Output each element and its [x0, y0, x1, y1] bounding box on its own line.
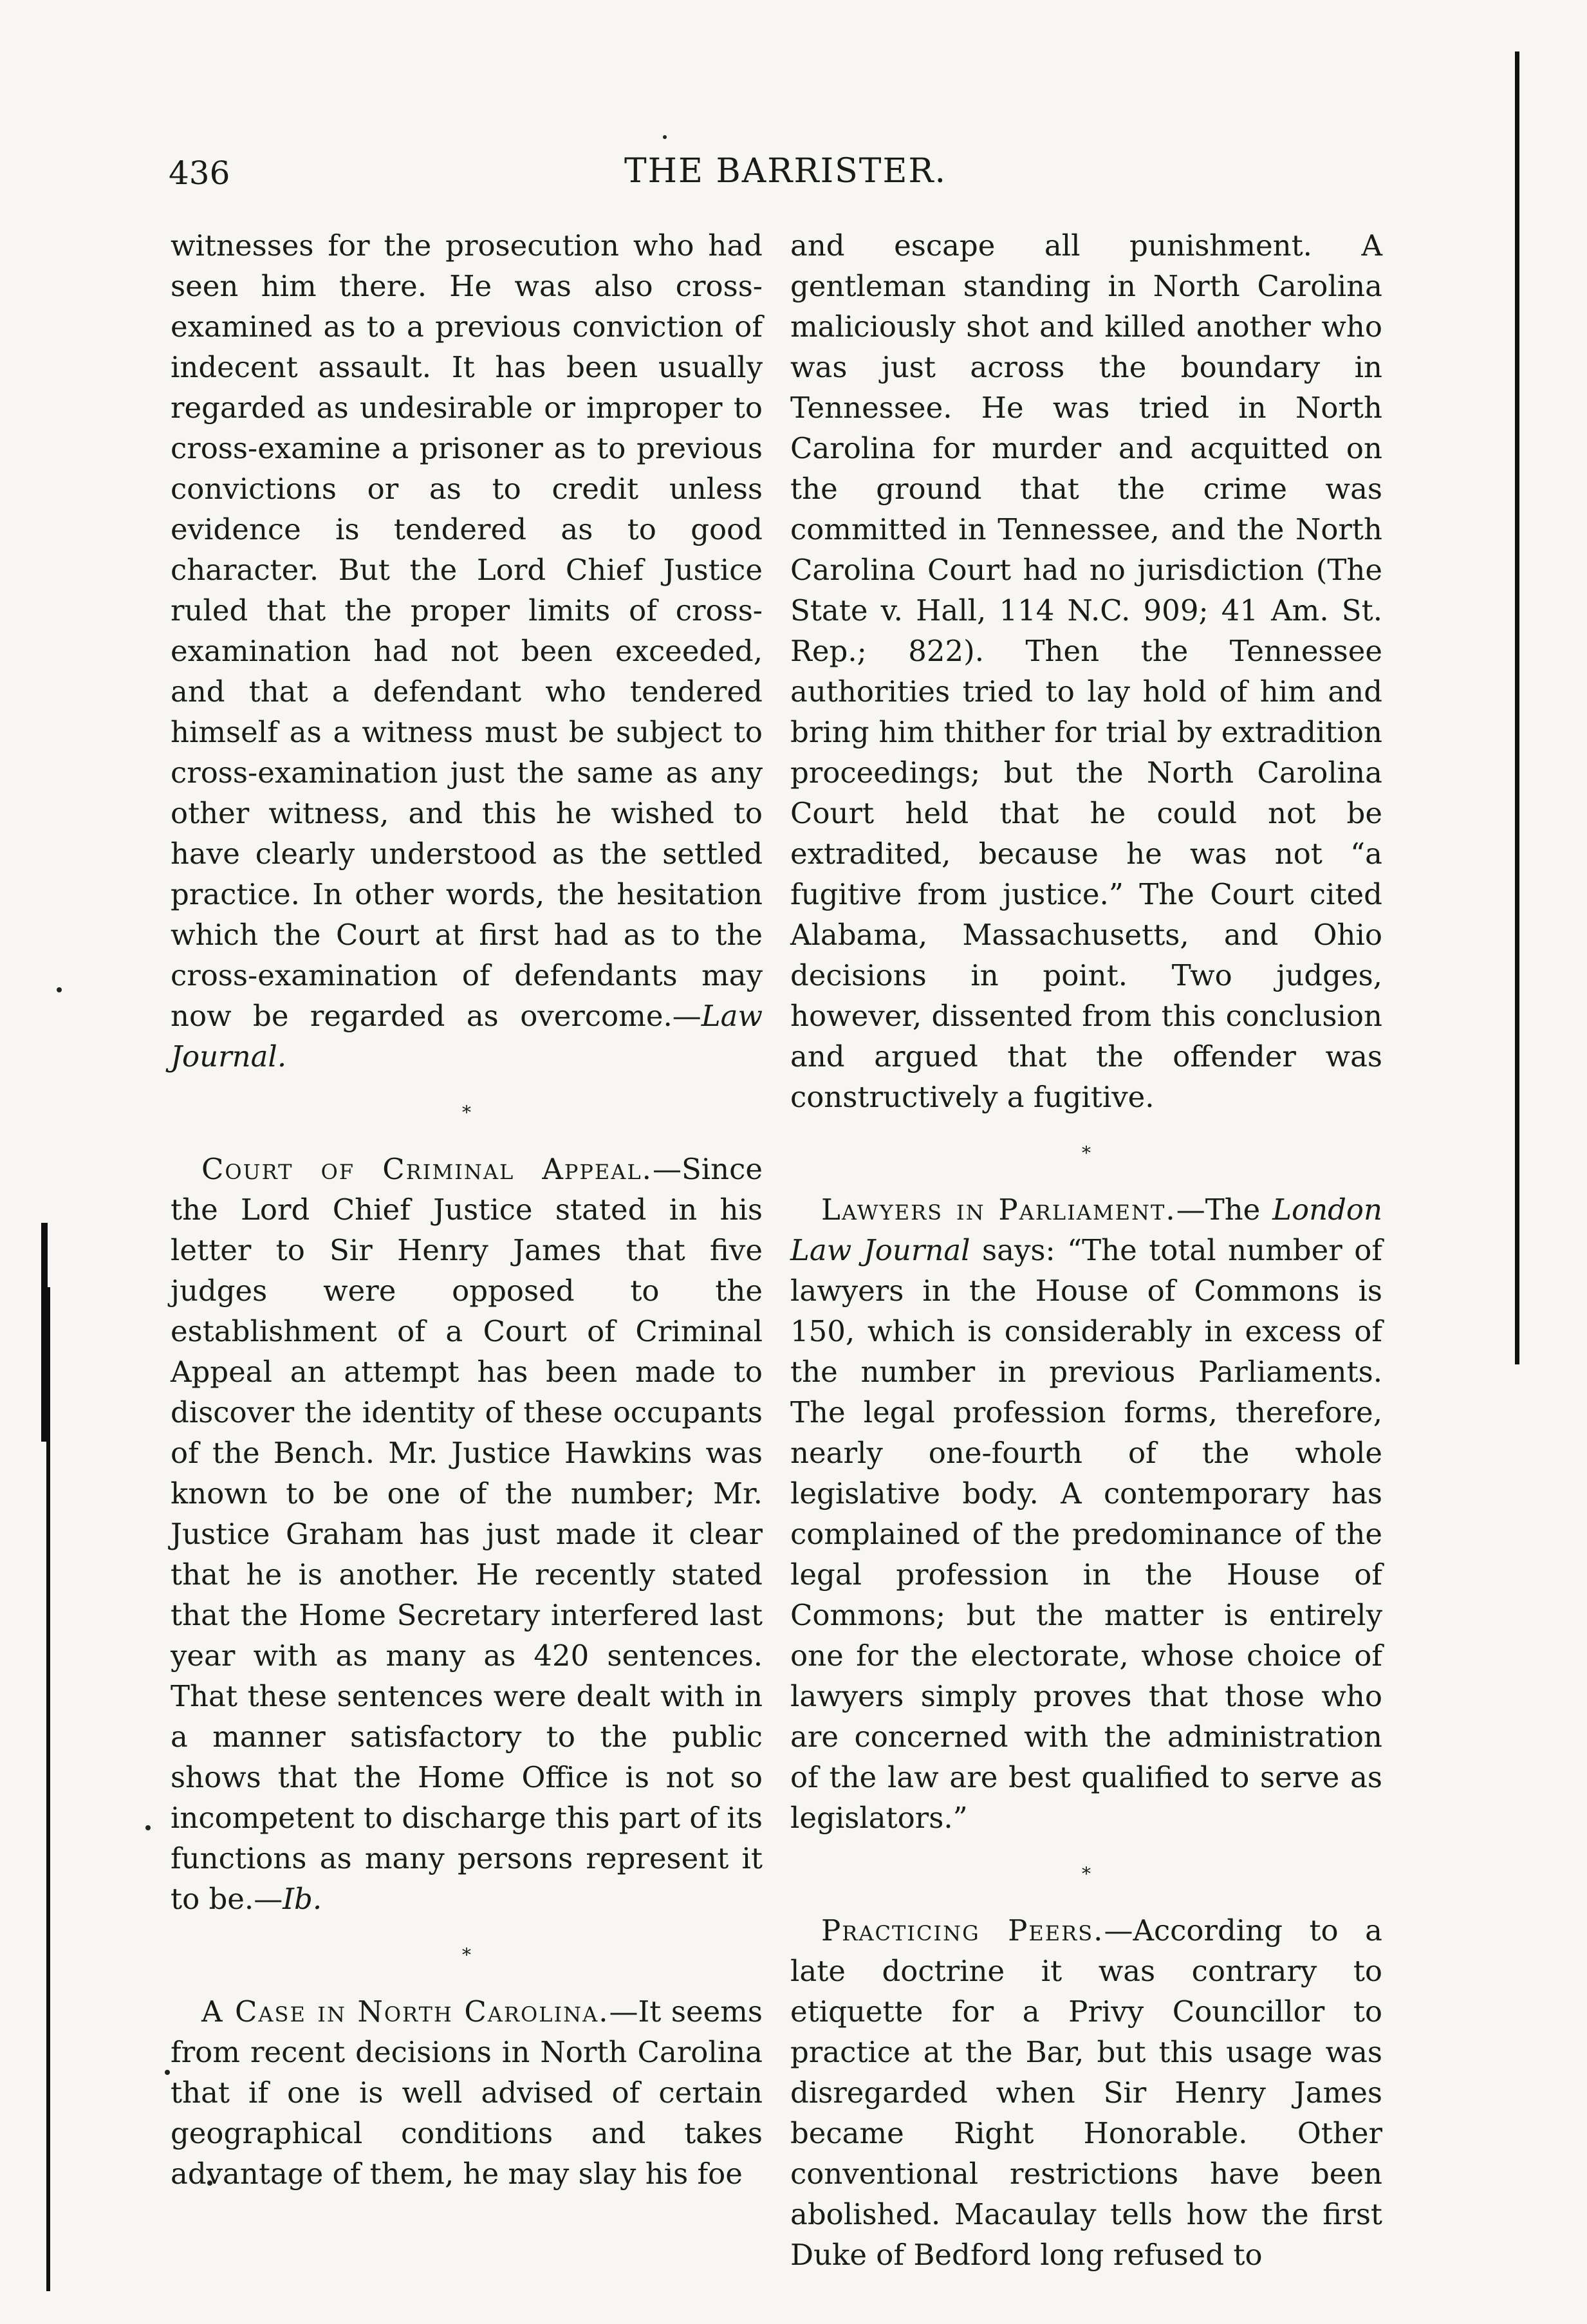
page-edge-rule-right — [1515, 51, 1519, 1364]
article-court-of-criminal-appeal — [171, 1149, 763, 1919]
article-heading: Practicing Peers. — [821, 1913, 1104, 1948]
page-number: 436 — [169, 154, 230, 192]
section-separator: * — [462, 1102, 471, 1123]
paragraph-text: —The — [1176, 1193, 1273, 1227]
source-citation: Law Journal. — [171, 999, 763, 1074]
paragraph-cross-examination — [171, 225, 763, 1077]
paragraph-text: —Since the Lord Chief Justice stated in his letter to Sir Henry James that five judges were opposed to the establishment of a Court of Criminal Appeal an attempt has been made to discover the identity of these occupants of the Bench. Mr. Justice Hawkins was known to be one of the number; Mr. Justice Graham has just made it clear that he is another. He recently stated that the Home Secretary interfered last year with as many as 420 sentences. That these sentences were dealt with in a manner satisfactory to the public shows that the Home Office is not so incompetent to discharge this part of its functions as many persons represent it to be.— — [171, 1152, 763, 1916]
paragraph-text: —According to a late doctrine it was contrary to etiquette for a Privy Councillor to practice at the Bar, but this usage was disregarded when Sir Henry James became Right Honorable. Other conventional restrictions have been abolished. Macaulay tells how the first Duke of Bedford long refused to — [790, 1913, 1382, 2272]
section-separator: * — [1082, 1863, 1091, 1884]
running-head: THE BARRISTER. — [624, 152, 947, 191]
article-case-in-north-carolina — [171, 1991, 763, 2194]
article-heading: Court of Criminal Appeal. — [201, 1152, 653, 1186]
page-edge-rule-left — [46, 1287, 50, 2291]
source-citation: Ib. — [283, 1882, 322, 1916]
article-heading: Lawyers in Parliament. — [821, 1193, 1176, 1227]
section-separator: * — [462, 1944, 471, 1966]
paragraph-text: —It seems from recent decisions in North Carolina that if one is well advised of certain geographical conditions and takes advantage of them, he may slay his foe — [171, 1994, 763, 2191]
left-column — [171, 225, 763, 2194]
article-practicing-peers — [790, 1910, 1382, 2275]
journal-title: London Law Journal — [790, 1193, 1383, 1267]
scan-speck — [663, 135, 667, 139]
scan-speck — [57, 987, 62, 992]
paragraph-north-carolina-continued — [790, 225, 1382, 1117]
article-heading: A Case in North Carolina. — [201, 1994, 609, 2029]
paragraph-text: says: “The total number of lawyers in the House of Commons is 150, which is considerably in excess of the number in previous Parliaments. The legal profession forms, therefore, nearly one-fourth of the whole legislative body. A contemporary has complained of the predominance of the legal profession in the House of Commons; but the matter is entirely one for the electorate, whose choice of lawyers simply proves that those who are concerned with the administration of the law are best qualified to serve as legislators.” — [790, 1233, 1382, 1835]
section-separator: * — [1082, 1142, 1091, 1164]
scan-speck — [145, 1825, 151, 1830]
right-column — [790, 225, 1382, 2275]
scan-speck — [165, 2070, 170, 2075]
paragraph-text: and escape all punishment. A gentleman standing in North Carolina maliciously shot and killed another who was just across the boundary in Tennessee. He was tried in North Carolina for murder and acquitted on the ground that the crime was committed in Tennessee, and the North Carolina Court had no jurisdiction (The State v. Hall, 114 N.C. 909; 41 Am. St. Rep.; 822). Then the Tennessee authorities tried to lay hold of him and bring him thither for trial by extradition proceedings; but the North Carolina Court held that he could not be extradited, because he was not “a fugitive from justice.” The Court cited Alabama, Massachusetts, and Ohio decisions in point. Two judges, however, dissented from this conclusion and argued that the offender was constructively a fugitive. — [790, 228, 1382, 1114]
article-lawyers-in-parliament — [790, 1189, 1382, 1838]
paragraph-text: witnesses for the prosecution who had seen him there. He was also cross-examined as to a previous conviction of indecent assault. It has been usually regarded as undesirable or improper to cross-examine a prisoner as to previous convictions or as to credit unless evidence is tendered as to good character. But the Lord Chief Justice ruled that the proper limits of cross-examination had not been exceeded, and that a defendant who tendered himself as a witness must be subject to cross-examination just the same as any other witness, and this he wished to have clearly understood as the settled practice. In other words, the hesitation which the Court at first had as to the cross-examination of defendants may now be regarded as overcome.— — [171, 228, 763, 1033]
